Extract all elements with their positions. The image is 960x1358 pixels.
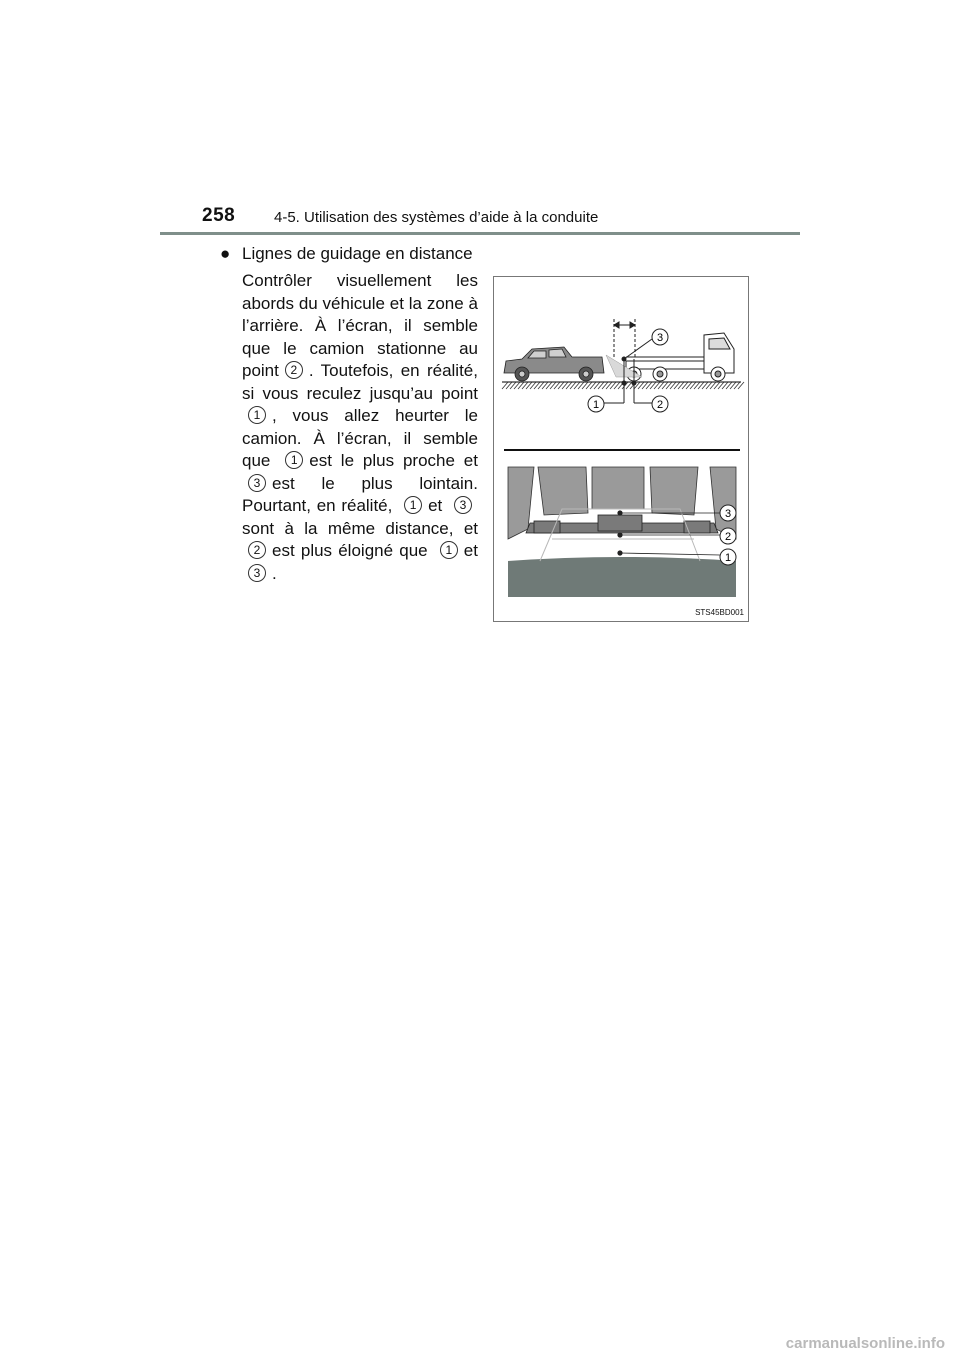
- illustration-svg: [494, 277, 750, 623]
- text-run: .: [272, 563, 277, 583]
- text-run: est plus éloigné que: [272, 541, 428, 560]
- callout-number: 1: [248, 406, 266, 424]
- bullet-heading: [220, 244, 473, 264]
- callout-number: 2: [285, 361, 303, 379]
- header-divider: [160, 232, 800, 235]
- callout-number: 1: [404, 496, 422, 514]
- text-run: et: [463, 541, 478, 560]
- text-run: Contrôler visuellement les abords du véhicule et la zone à l’arrière. À l’écran, il semble que le camion stationne au point: [242, 271, 478, 380]
- section-title: 4-5. Utilisation des systèmes d’aide à la conduite: [274, 209, 599, 226]
- callout-2-top: 2: [656, 399, 664, 411]
- body-paragraph: [242, 270, 478, 585]
- callout-number: 3: [454, 496, 472, 514]
- pickup-truck-icon: [504, 347, 604, 381]
- figure-code: STS45BD001: [695, 608, 744, 617]
- text-run: . Toutefois, en réalité, si vous reculez jusqu’au point: [242, 361, 478, 403]
- callout-2-screen: 2: [724, 531, 732, 543]
- bullet-icon: ●: [220, 244, 231, 263]
- text-run: et: [428, 496, 443, 515]
- text-run: , vous allez heurter le camion. À l’écran, il semble que: [242, 406, 478, 470]
- page-number: 258: [202, 205, 236, 226]
- callout-number: 1: [440, 541, 458, 559]
- callout-3-top: 3: [656, 332, 664, 344]
- text-run: est le plus lointain. Pourtant, en réalité,: [242, 473, 478, 515]
- callout-number: 2: [248, 541, 266, 559]
- callout-number: 3: [248, 474, 266, 492]
- flatbed-truck-icon: [626, 333, 734, 381]
- callout-number: 1: [285, 451, 303, 469]
- text-run: est le plus proche et: [309, 451, 478, 470]
- callout-1-top: 1: [592, 399, 600, 411]
- callout-3-screen: 3: [724, 508, 732, 520]
- bullet-title: Lignes de guidage en distance: [242, 244, 473, 263]
- guideline-illustration: [493, 276, 749, 622]
- camera-screen: [508, 461, 736, 597]
- watermark: carmanualsonline.info: [785, 1335, 945, 1352]
- text-run: sont à la même distance, et: [242, 518, 478, 538]
- callout-number: 3: [248, 564, 266, 582]
- callout-1-screen: 1: [724, 552, 732, 564]
